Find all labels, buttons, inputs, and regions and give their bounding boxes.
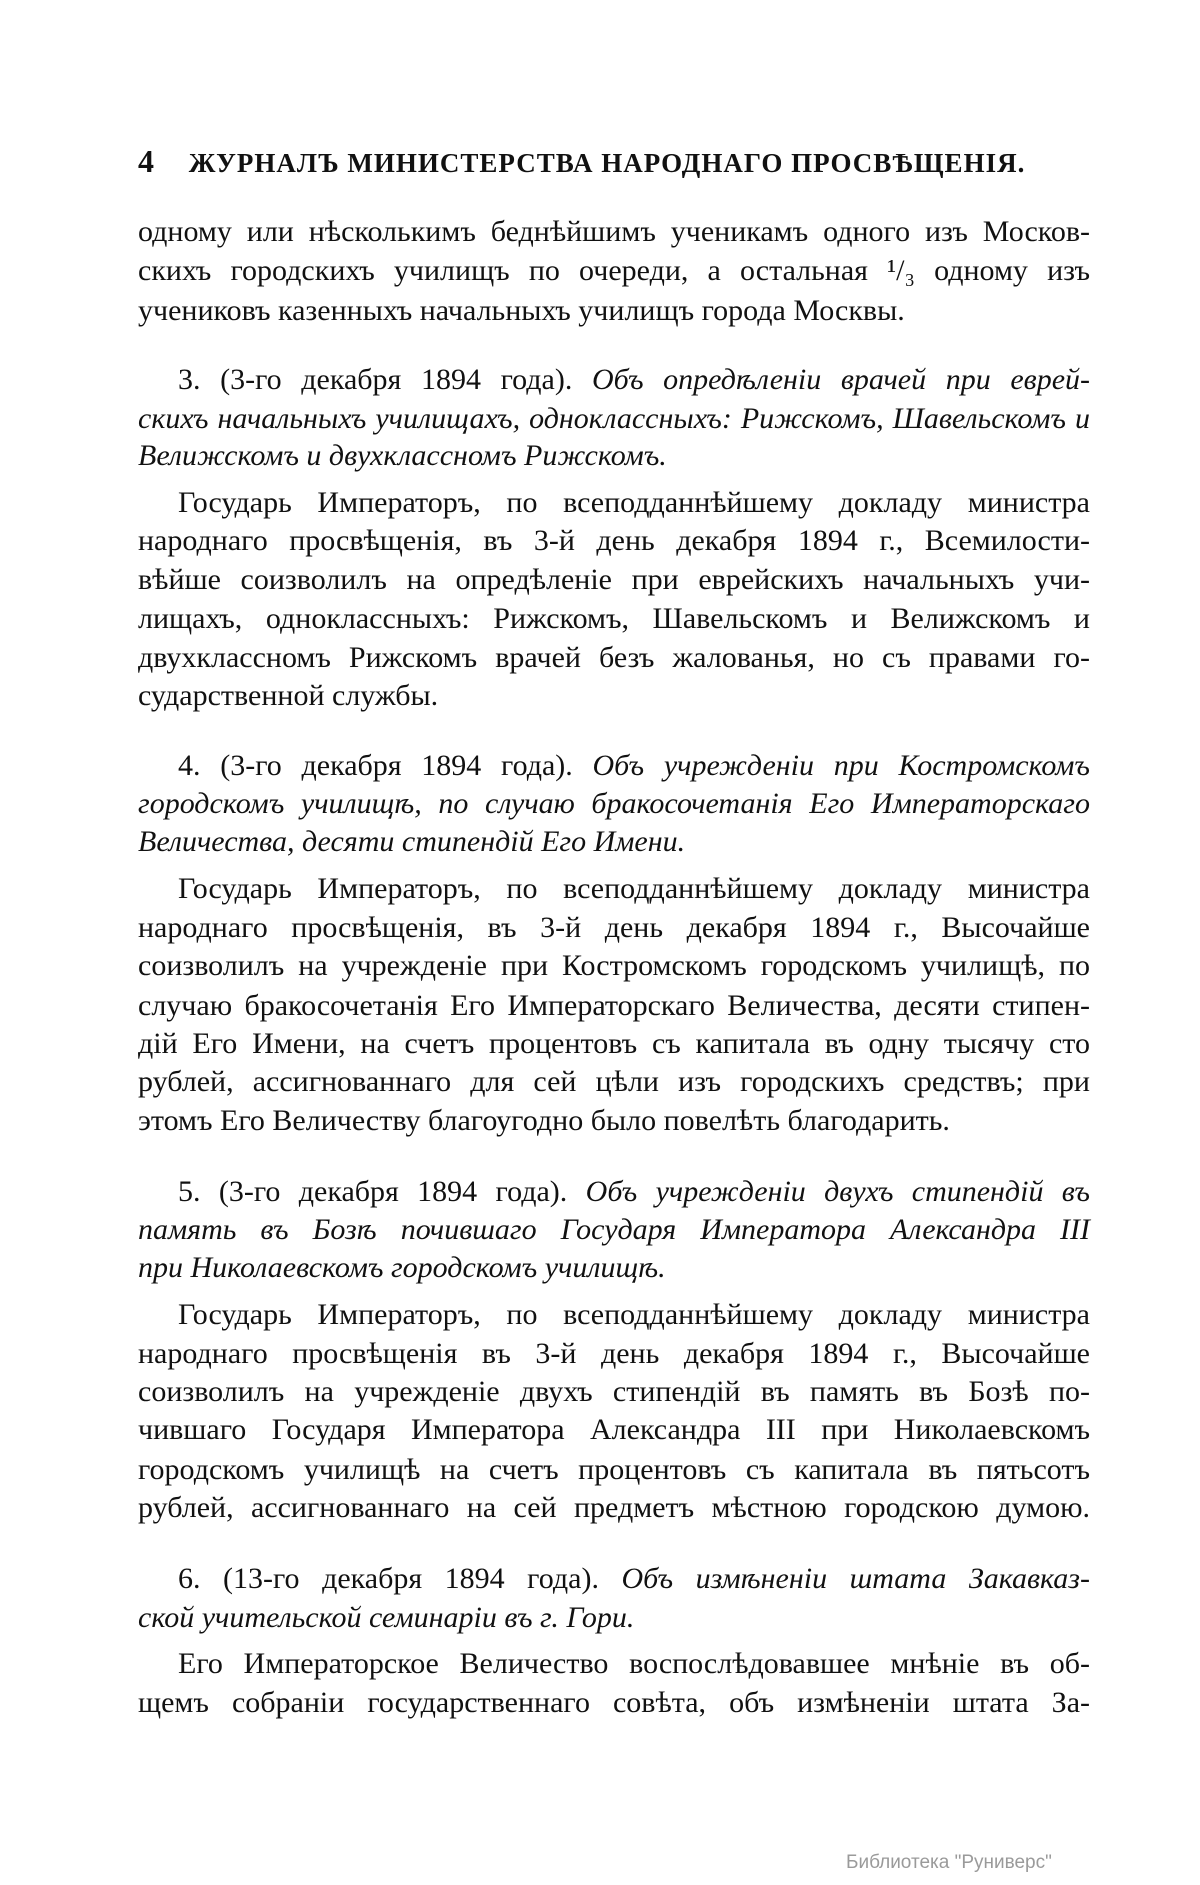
text-segment: Его Императорское Величество воспослѣдовавшее мнѣніе въ об- (178, 1647, 1090, 1680)
text-segment: Государь Императоръ, по всеподданнѣйшему докладу министра (178, 486, 1090, 519)
text-segment: 5. (3-го декабря 1894 года). (178, 1175, 586, 1208)
text-segment: учениковъ казенныхъ начальныхъ училищъ города Москвы. (138, 294, 905, 327)
text-line (178, 1561, 1090, 1597)
text-segment: вѣйше соизволилъ на опредѣленіе при еврейскихъ начальныхъ учи- (138, 563, 1090, 596)
italic-heading-text: при Николаевскомъ городскомъ училищѣ. (138, 1251, 666, 1284)
text-segment: чившаго Государя Императора Александра III при Николаевскомъ (138, 1413, 1090, 1446)
text-segment: скихъ городскихъ училищъ по очереди, а остальная ¹/₃ одному изъ (138, 254, 1090, 287)
text-segment: городскомъ училищѣ на счетъ процентовъ съ капитала въ пятьсотъ (138, 1453, 1090, 1486)
text-segment: дій Его Имени, на счетъ процентовъ съ капитала въ одну тысячу сто (138, 1027, 1090, 1060)
library-watermark: Библиотека "Руниверс" (846, 1852, 1052, 1873)
text-line (178, 485, 1090, 521)
text-line (138, 678, 1090, 714)
text-line (138, 1250, 1090, 1286)
italic-heading-text: память въ Бозѣ почившаго Государя Императора Александра III (138, 1213, 1090, 1246)
text-segment: Государь Императоръ, по всеподданнѣйшему докладу министра (178, 1298, 1090, 1331)
text-line (138, 214, 1090, 250)
page-number: 4 (138, 143, 155, 179)
text-line (138, 948, 1090, 984)
text-line (138, 601, 1090, 637)
text-line (138, 1336, 1090, 1372)
text-segment: Государь Императоръ, по всеподданнѣйшему докладу министра (178, 872, 1090, 905)
text-line (138, 988, 1090, 1024)
text-segment: одному или нѣсколькимъ беднѣйшимъ ученикамъ одного изъ Москов- (138, 215, 1090, 248)
italic-heading-text: скихъ начальныхъ училищахъ, одноклассныхъ: Рижскомъ, Шавельскомъ и (138, 402, 1090, 435)
italic-heading-text: Объ учрежденіи двухъ стипендій въ (585, 1175, 1090, 1208)
text-line (138, 1452, 1090, 1488)
text-line (178, 1174, 1090, 1210)
text-line (138, 1103, 1090, 1139)
text-segment: 4. (3-го декабря 1894 года). (178, 749, 593, 782)
text-line (138, 253, 1090, 289)
journal-title: ЖУРНАЛЪ МИНИСТЕРСТВА НАРОДНАГО ПРОСВѢЩЕНІЯ. (188, 148, 1026, 178)
italic-heading-text: Велижскомъ и двухклассномъ Рижскомъ. (138, 439, 667, 472)
text-line (138, 1212, 1090, 1248)
text-segment: 6. (13-го декабря 1894 года). (178, 1562, 622, 1595)
text-segment: лищахъ, одноклассныхъ: Рижскомъ, Шавельскомъ и Велижскомъ и (138, 602, 1090, 635)
text-line (178, 362, 1090, 398)
text-segment: рублей, ассигнованнаго для сей цѣли изъ городскихъ средствъ; при (138, 1065, 1090, 1098)
text-segment: сударственной службы. (138, 679, 439, 712)
text-segment: народнаго просвѣщенія, въ 3-й день декабря 1894 г., Всемилости- (138, 524, 1090, 557)
text-segment: соизволилъ на учрежденіе при Костромскомъ городскомъ училищѣ, по (138, 949, 1090, 982)
text-line (138, 910, 1090, 946)
text-line (138, 523, 1090, 559)
text-line (138, 1600, 1090, 1636)
text-line (138, 640, 1090, 676)
italic-heading-text: Объ учрежденіи при Костромскомъ (592, 749, 1090, 782)
text-segment: щемъ собраніи государственнаго совѣта, объ измѣненіи штата За- (138, 1686, 1090, 1719)
text-line (138, 1374, 1090, 1410)
italic-heading-text: ской учительской семинаріи въ г. Гори. (138, 1601, 635, 1634)
text-line (138, 438, 1090, 474)
text-segment: народнаго просвѣщенія въ 3-й день декабря 1894 г., Высочайше (138, 1337, 1090, 1370)
italic-heading-text: Объ опредѣленіи врачей при еврей- (591, 363, 1090, 396)
text-line (178, 748, 1090, 784)
text-segment: 3. (3-го декабря 1894 года). (178, 363, 592, 396)
text-line (178, 1646, 1090, 1682)
text-segment: двухклассномъ Рижскомъ врачей безъ жалованья, но съ правами го- (138, 641, 1090, 674)
text-line (138, 1490, 1090, 1526)
text-line (138, 1685, 1090, 1721)
text-line (138, 562, 1090, 598)
text-segment: случаю бракосочетанія Его Императорскаго Величества, десяти стипен- (138, 989, 1090, 1022)
text-line (178, 871, 1090, 907)
text-line (178, 1297, 1090, 1333)
text-line (138, 1026, 1090, 1062)
text-segment: рублей, ассигнованнаго на сей предметъ мѣстною городскою думою. (138, 1491, 1090, 1524)
text-line (138, 401, 1090, 437)
text-line (138, 824, 1090, 860)
text-segment: этомъ Его Величеству благоугодно было повелѣть благодарить. (138, 1104, 950, 1137)
text-line (138, 1412, 1090, 1448)
italic-heading-text: Величества, десяти стипендій Его Имени. (138, 825, 686, 858)
running-header (138, 143, 1025, 180)
text-line (138, 786, 1090, 822)
text-segment: соизволилъ на учрежденіе двухъ стипендій въ память въ Бозѣ по- (138, 1375, 1090, 1408)
italic-heading-text: городскомъ училищѣ, по случаю бракосочетанія Его Императорскаго (138, 787, 1090, 820)
text-segment: народнаго просвѣщенія, въ 3-й день декабря 1894 г., Высочайше (138, 911, 1090, 944)
italic-heading-text: Объ измѣненіи штата Закавказ- (621, 1562, 1090, 1595)
text-line (138, 293, 1090, 329)
text-line (138, 1064, 1090, 1100)
